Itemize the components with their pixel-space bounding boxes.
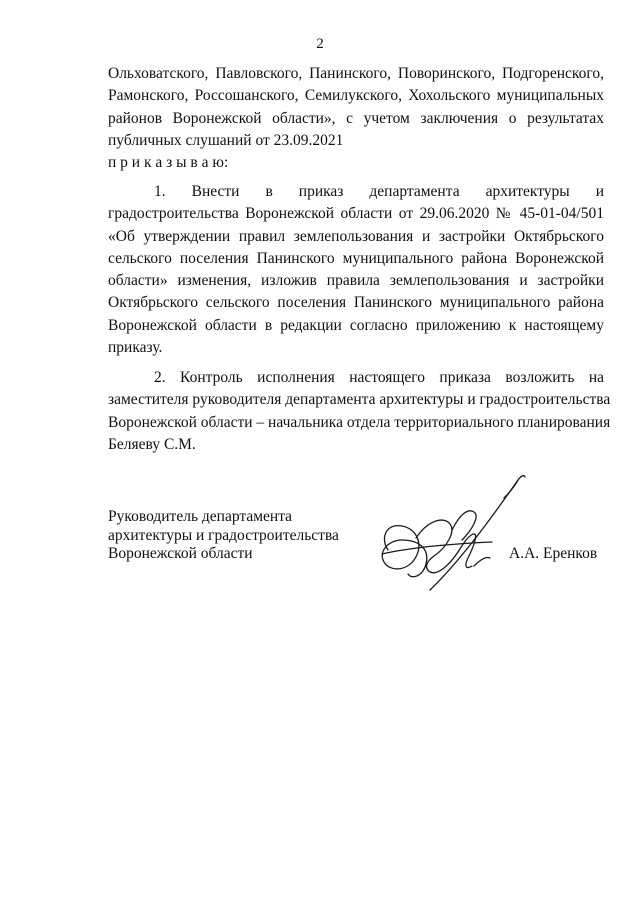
item1-line: сельского поселения Панинского муниципального района Воронежской	[108, 249, 604, 267]
item1-line: градостроительства Воронежской области от 29.06.2020 № 45-01-04/501	[108, 205, 604, 223]
handwritten-signature	[368, 468, 538, 603]
item2-line: 2. Контроль исполнения настоящего приказа возложить на	[154, 369, 604, 386]
item1-line: «Об утверждении правил землепользования и застройки Октябрьского	[108, 227, 604, 245]
item1-line: Воронежской области в редакции согласно приложению к настоящему	[108, 316, 604, 334]
signatory-title-line: Воронежской области	[108, 545, 253, 562]
order-word: п р и к а з ы в а ю:	[108, 154, 229, 172]
item1-line: приказу.	[108, 339, 163, 357]
intro-paragraph	[108, 63, 604, 174]
item1-line: области» изменения, изложив правила землепользования и застройки	[108, 272, 604, 290]
item2-line: Беляеву С.М.	[108, 435, 196, 453]
intro-line: районов Воронежской области», с учетом заключения о результатах	[108, 109, 604, 127]
item1-line: Октябрьского сельского поселения Панинского муниципального района	[108, 294, 604, 312]
item2-line: Воронежской области – начальника отдела территориального планирования	[108, 413, 611, 431]
signatory-name: А.А. Еренков	[509, 545, 598, 562]
item1-line: 1. Внести в приказ департамента архитектуры и	[154, 183, 604, 200]
item2-line: заместителя руководителя департамента архитектуры и градостроительства	[108, 391, 611, 409]
intro-line: Рамонского, Россошанского, Семилукского, Хохольского муниципальных	[108, 87, 604, 105]
order-item-1	[108, 181, 604, 359]
intro-line: публичных слушаний от 23.09.2021	[108, 131, 344, 149]
page-number: 2	[316, 36, 324, 52]
intro-line: Ольховатского, Павловского, Панинского, Поворинского, Подгоренского,	[108, 65, 604, 82]
signatory-title	[108, 508, 339, 564]
order-item-2	[108, 367, 611, 456]
signatory-title-line: архитектуры и градостроительства	[108, 526, 339, 544]
signatory-title-line: Руководитель департамента	[108, 508, 293, 525]
